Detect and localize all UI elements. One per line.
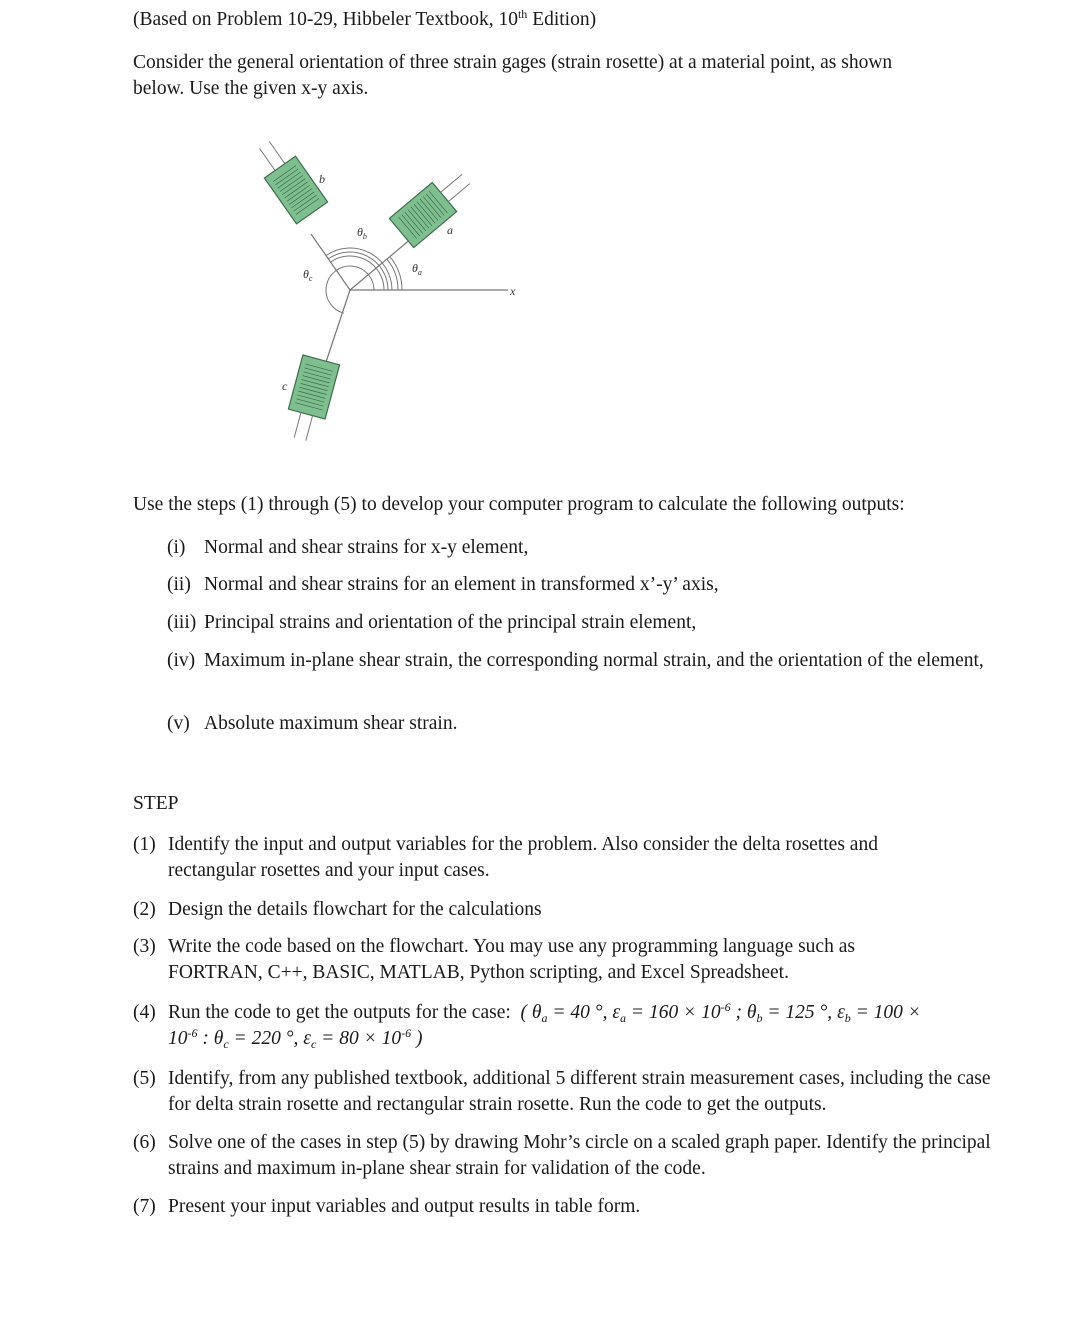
step-text: Solve one of the cases in step (5) by drawing Mohr’s circle on a scaled graph paper. Identify the principal strains and maximum in-plane shear strain for validation of the code.: [168, 1132, 991, 1179]
step-4-case-line-1: ( $\theta_a = 40$ °, $\varepsilon_a = 160 \times 10^{-6}$ ; $\theta_b = 125$ °, $\varepsilon_b = 100$ ×: [520, 1000, 921, 1025]
output-text: Maximum in-plane shear strain, the corresponding normal strain, and the orientation of the element,: [204, 650, 984, 671]
step-num: (7): [133, 1196, 156, 1217]
step-num: (2): [133, 899, 156, 920]
output-num: (v): [167, 713, 190, 734]
step-text: Run the code to get the outputs for the case:: [168, 1002, 511, 1023]
label-a: a: [447, 223, 453, 237]
label-x: x: [510, 284, 516, 298]
output-num: (i): [167, 537, 186, 558]
step-num: (4): [133, 1002, 156, 1023]
label-theta-b: $\theta_b$: [357, 225, 367, 241]
header-prefix: (Based on Problem 10-29, Hibbeler Textbook, 10: [133, 9, 518, 30]
step-num: (3): [133, 936, 156, 957]
step-text: Present your input variables and output results in table form.: [168, 1196, 641, 1217]
output-num: (ii): [167, 574, 191, 595]
header-suffix: Edition): [527, 9, 597, 30]
step-text: Write the code based on the flowchart. You may use any programming language such as FORTRAN, C++, BASIC, MATLAB, Python scripting, and Excel Spreadsheet.: [168, 936, 855, 983]
step-4-line-1: [168, 1000, 998, 1026]
intro-line-1: Consider the general orientation of three strain gages (strain rosette) at a material point, as shown: [133, 52, 893, 73]
step-heading: STEP: [133, 793, 179, 814]
header-sup: th: [517, 7, 528, 21]
step-text: Design the details flowchart for the calculations: [168, 899, 542, 920]
step-num: (1): [133, 834, 156, 855]
strain-rosette-figure: [230, 125, 560, 465]
step-text: Identify the input and output variables for the problem. Also consider the delta rosettes and rectangular rosettes and your input cases.: [168, 834, 878, 881]
output-text: Normal and shear strains for an element in transformed x’-y’ axis,: [204, 574, 719, 595]
output-text: Absolute maximum shear strain.: [204, 713, 458, 734]
output-text: Principal strains and orientation of the principal strain element,: [204, 612, 697, 633]
gage-b: [249, 134, 350, 290]
step-text: Identify, from any published textbook, additional 5 different strain measurement cases, including the case for delta strain rosette and rectangular strain rosette. Run the code to get the outputs.: [168, 1068, 991, 1115]
step-num: (5): [133, 1068, 156, 1089]
label-b: b: [319, 172, 325, 186]
outputs-intro: Use the steps (1) through (5) to develop your computer program to calculate the following outputs:: [133, 494, 905, 515]
label-c: c: [282, 379, 288, 393]
label-theta-a: $\theta_a$: [412, 261, 422, 277]
step-4-case-line-2: $10^{-6}$ : $\theta_c = 220$ °, $\varepsilon_c = 80 \times 10^{-6}$ ): [168, 1026, 423, 1051]
gage-c: [282, 290, 350, 444]
header-line: [133, 7, 596, 33]
output-text: Normal and shear strains for x-y element,: [204, 537, 529, 558]
step-num: (6): [133, 1132, 156, 1153]
intro-line-2: below. Use the given x-y axis.: [133, 78, 369, 99]
label-theta-c: $\theta_c$: [303, 267, 313, 283]
output-num: (iv): [167, 650, 196, 671]
output-num: (iii): [167, 612, 197, 633]
